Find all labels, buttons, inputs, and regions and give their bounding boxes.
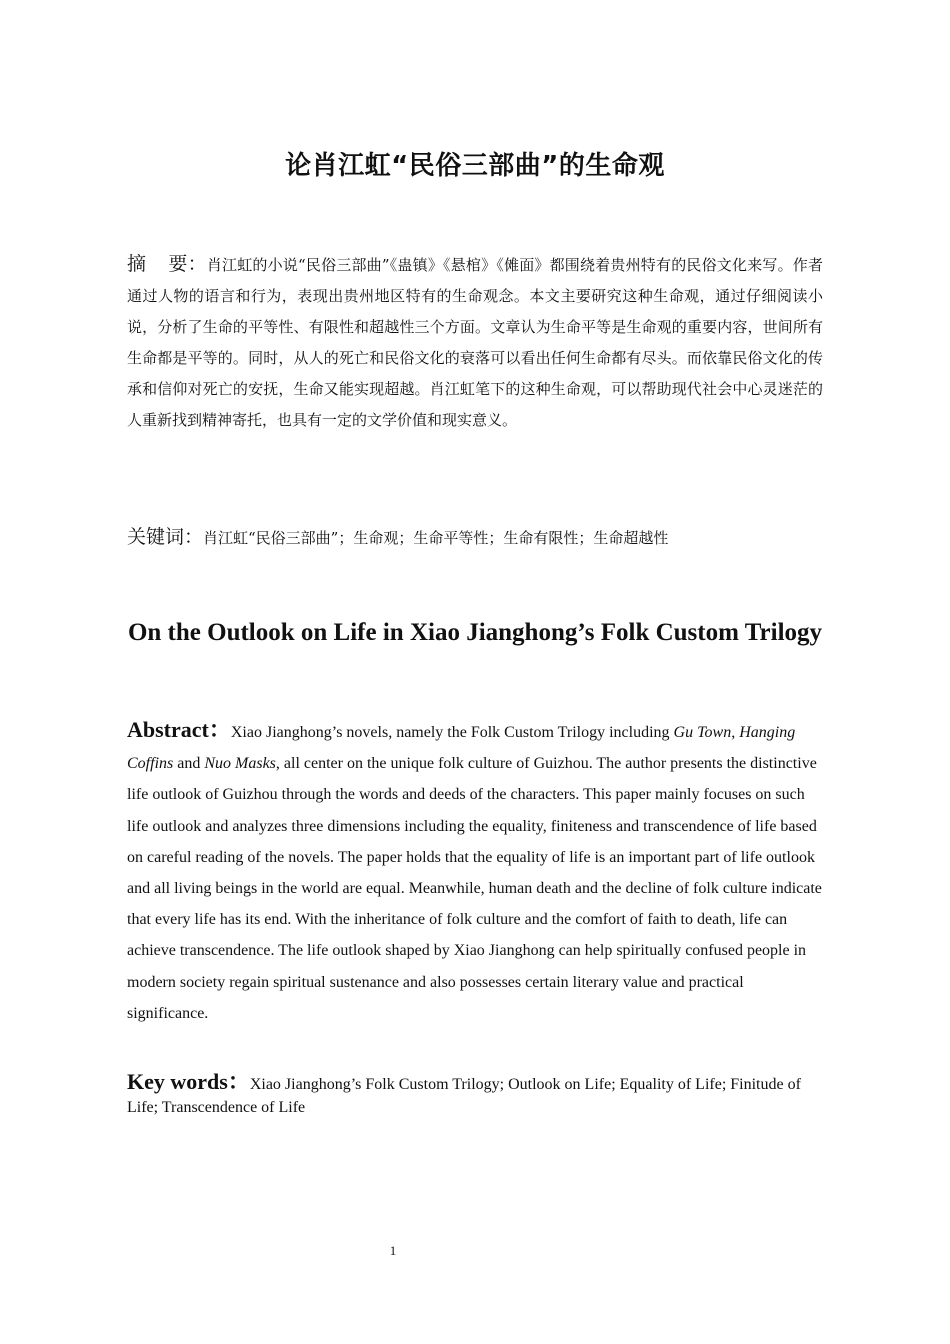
english-keywords-text: Xiao Jianghong’s Folk Custom Trilogy; Outlook on Life; Equality of Life; Finitude of Life; Transcendence of Life xyxy=(127,1076,801,1116)
chinese-abstract-label xyxy=(127,253,207,275)
english-keywords xyxy=(127,1070,827,1119)
work-title-nuo-masks: Nuo Masks xyxy=(204,755,276,773)
english-keywords-label: Key words： xyxy=(127,1069,250,1094)
english-abstract-label: Abstract： xyxy=(127,717,231,742)
chinese-keywords-label: 关键词： xyxy=(127,526,204,548)
english-title: On the Outlook on Life in Xiao Jianghong’s Folk Custom Trilogy xyxy=(127,619,823,646)
abstract-and: and xyxy=(173,755,205,773)
chinese-keywords-text: 肖江虹“民俗三部曲”；生命观；生命平等性；生命有限性；生命超越性 xyxy=(203,529,669,547)
abstract-label-char-2: 要： xyxy=(168,253,207,275)
abstract-separator: , xyxy=(731,724,740,741)
english-abstract-part-1: Xiao Jianghong’s novels, namely the Folk Custom Trilogy including xyxy=(230,724,674,741)
chinese-keywords xyxy=(127,520,823,555)
chinese-title: 论肖江虹“民俗三部曲”的生命观 xyxy=(285,151,665,181)
chinese-abstract-text: 肖江虹的小说“民俗三部曲”《蛊镇》《悬棺》《傩面》都围绕着贵州特有的民俗文化来写。作者通过人物的语言和行为，表现出贵州地区特有的生命观念。本文主要研究这种生命观，通过仔细阅读小说，分析了生命的平等性、有限性和超越性三个方面。文章认为生命平等是生命观的重要内容，世间所有生命都是平等的。同时，从人的死亡和民俗文化的衰落可以看出任何生命都有尽头。而依靠民俗文化的传承和信仰对死亡的安抚，生命又能实现超越。肖江虹笔下的这种生命观，可以帮助现代社会中心灵迷茫的人重新找到精神寄托，也具有一定的文学价值和现实意义。 xyxy=(127,256,823,429)
work-title-gu-town: Gu Town xyxy=(673,724,732,741)
page-number: 1 xyxy=(389,1243,397,1258)
abstract-label-char-1: 摘 xyxy=(127,253,147,275)
work-title-hanging-coffins: Hanging Coffins xyxy=(127,724,796,773)
english-abstract-part-2: , all center on the unique folk culture of Guizhou. The author presents the distinctive life outlook of Guizhou through the words and deeds of the characters. This paper mainly focuses on such life outlook and analyzes three dimensions including the equality, finiteness and transcendence of life based on careful reading of the novels. The paper holds that the equality of life is an important part of life outlook and all living beings in the world are equal. Meanwhile, human death and the decline of folk culture indicate that every life has its end. With the inheritance of folk culture and the comfort of faith to death, life can achieve transcendence. The life outlook shaped by Xiao Jianghong can help spiritually confused people in modern society regain spiritual sustenance and also possesses certain literary value and practical significance. xyxy=(127,755,822,1022)
english-abstract xyxy=(127,714,827,1029)
chinese-abstract xyxy=(127,249,823,436)
